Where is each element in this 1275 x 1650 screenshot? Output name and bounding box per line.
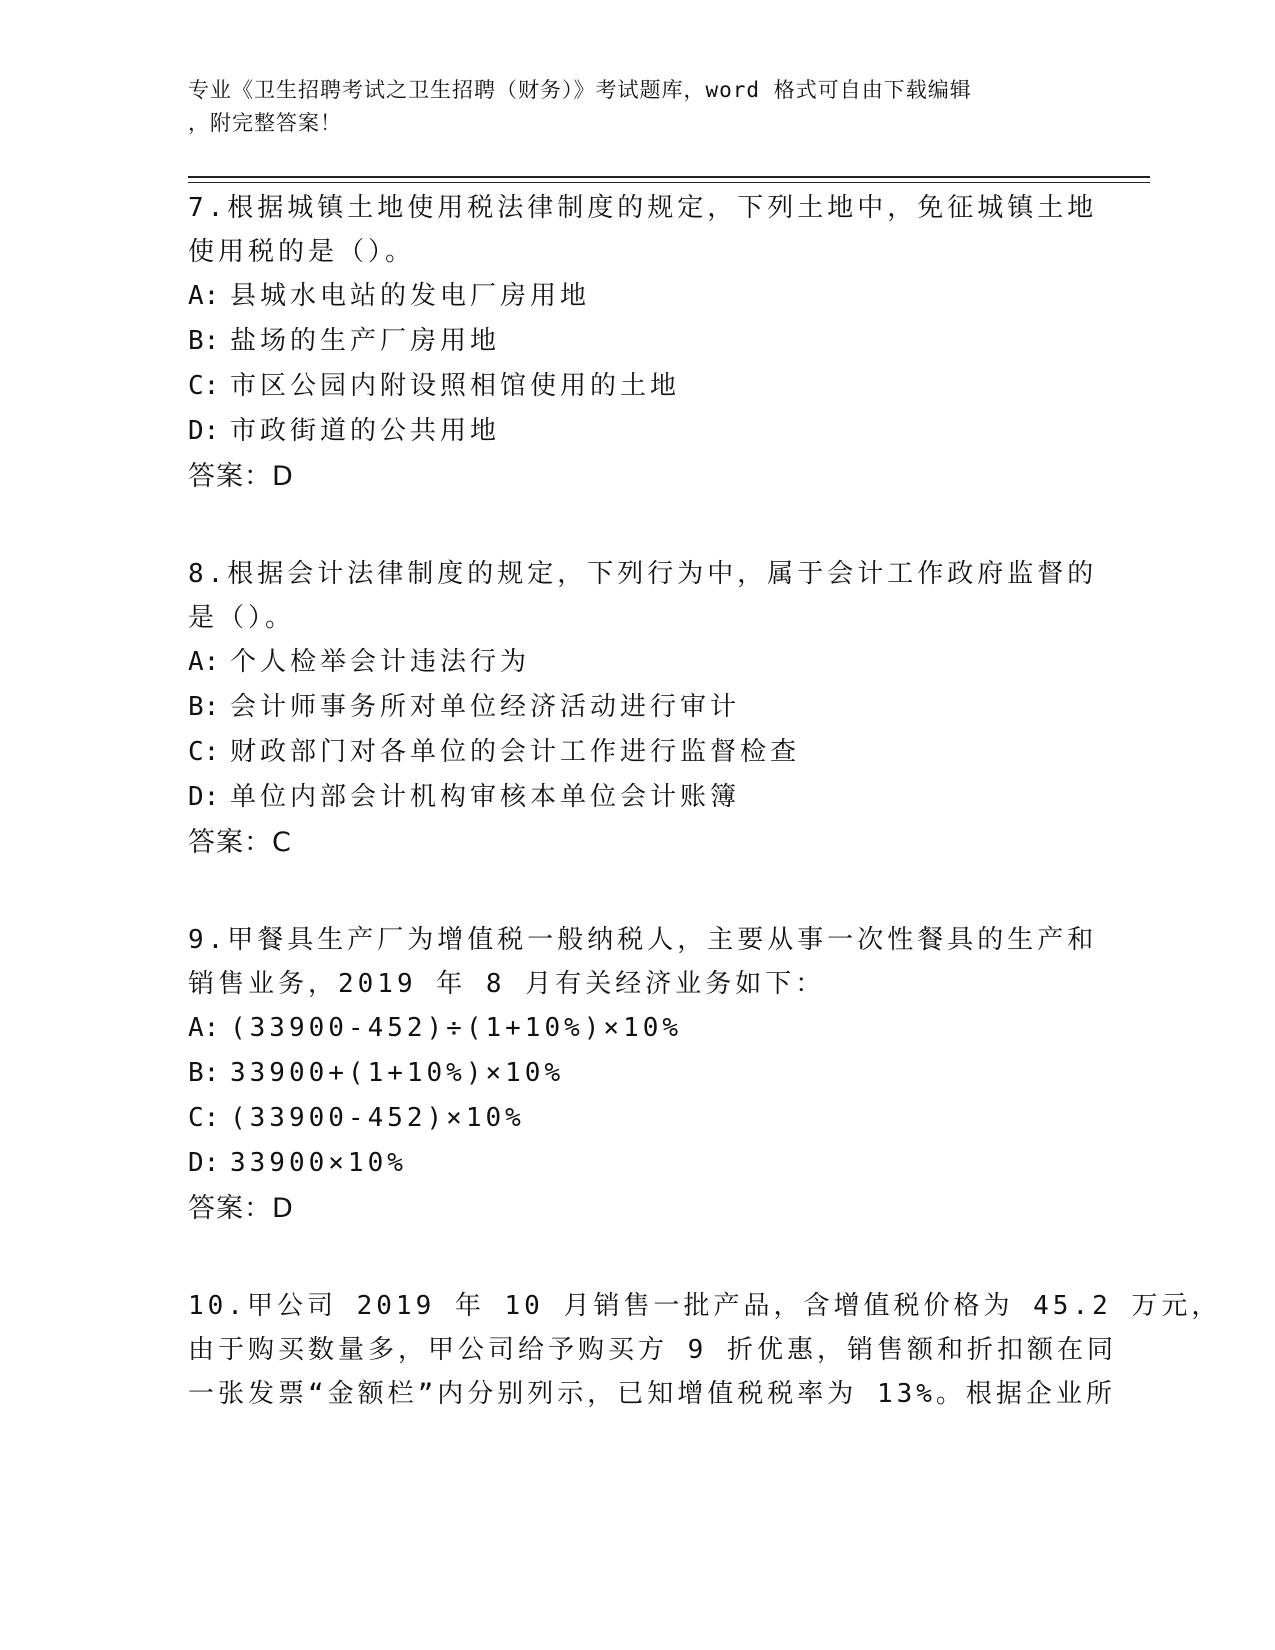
question-stem-line: 由于购买数量多，甲公司给予购买方 9 折优惠，销售额和折扣额在同 <box>188 1335 1117 1365</box>
option-c <box>188 730 1088 775</box>
option-letter: C: <box>188 737 220 767</box>
question-7 <box>188 186 1098 500</box>
answer-line: 答案：D <box>188 461 294 492</box>
option-a <box>188 1006 1088 1051</box>
option-letter: C: <box>188 1103 220 1133</box>
option-d <box>188 409 1088 454</box>
option-letter: B: <box>188 692 220 722</box>
option-text: 市政街道的公共用地 <box>230 416 501 446</box>
option-text: 盐场的生产厂房用地 <box>230 326 501 356</box>
option-text: 财政部门对各单位的会计工作进行监督检查 <box>230 737 801 767</box>
option-letter: B: <box>188 1058 220 1088</box>
option-text: 个人检举会计违法行为 <box>230 647 531 677</box>
option-text: 33900+(1+10%)×10% <box>230 1058 565 1088</box>
question-8 <box>188 552 1098 866</box>
question-stem-line: 7.根据城镇土地使用税法律制度的规定，下列土地中，免征城镇土地 <box>188 193 1098 223</box>
question-stem-line: 9.甲餐具生产厂为增值税一般纳税人，主要从事一次性餐具的生产和 <box>188 925 1098 955</box>
answer-line: 答案：C <box>188 827 292 858</box>
option-letter: A: <box>188 1013 220 1043</box>
header-line-2: ，附完整答案！ <box>188 111 342 135</box>
option-letter: D: <box>188 1148 220 1178</box>
option-text: (33900-452)×10% <box>230 1103 525 1133</box>
option-c <box>188 1096 1088 1141</box>
question-stem-line: 8.根据会计法律制度的规定，下列行为中，属于会计工作政府监督的 <box>188 559 1098 589</box>
question-9 <box>188 918 1098 1232</box>
question-10 <box>188 1284 1222 1416</box>
option-letter: A: <box>188 281 220 311</box>
header-divider-thick <box>188 176 1150 178</box>
option-text: (33900-452)÷(1+10%)×10% <box>230 1013 683 1043</box>
option-letter: D: <box>188 782 220 812</box>
option-text: 会计师事务所对单位经济活动进行审计 <box>230 692 741 722</box>
header-line-1: 专业《卫生招聘考试之卫生招聘（财务）》考试题库，word 格式可自由下载编辑 <box>188 78 972 102</box>
option-letter: C: <box>188 371 220 401</box>
question-stem-line: 10.甲公司 2019 年 10 月销售一批产品，含增值税价格为 45.2 万元， <box>188 1291 1222 1321</box>
option-d <box>188 775 1088 820</box>
option-b <box>188 1051 1088 1096</box>
option-a <box>188 274 1088 319</box>
option-c <box>188 364 1088 409</box>
option-a <box>188 640 1088 685</box>
option-letter: A: <box>188 647 220 677</box>
question-stem-line: 是（）。 <box>188 603 296 633</box>
question-stem-line: 一张发票“金额栏”内分别列示，已知增值税税率为 13%。根据企业所 <box>188 1379 1116 1409</box>
option-text: 33900×10% <box>230 1148 407 1178</box>
question-stem-line: 销售业务，2019 年 8 月有关经济业务如下： <box>188 969 826 999</box>
answer-line: 答案：D <box>188 1193 294 1224</box>
option-letter: D: <box>188 416 220 446</box>
option-text: 县城水电站的发电厂房用地 <box>230 281 591 311</box>
header-divider-thin <box>188 182 1150 183</box>
document-header <box>188 74 1088 140</box>
option-b <box>188 319 1088 364</box>
question-stem-line: 使用税的是（）。 <box>188 237 416 267</box>
option-text: 单位内部会计机构审核本单位会计账簿 <box>230 782 741 812</box>
option-text: 市区公园内附设照相馆使用的土地 <box>230 371 681 401</box>
option-letter: B: <box>188 326 220 356</box>
option-b <box>188 685 1088 730</box>
option-d <box>188 1141 1088 1186</box>
